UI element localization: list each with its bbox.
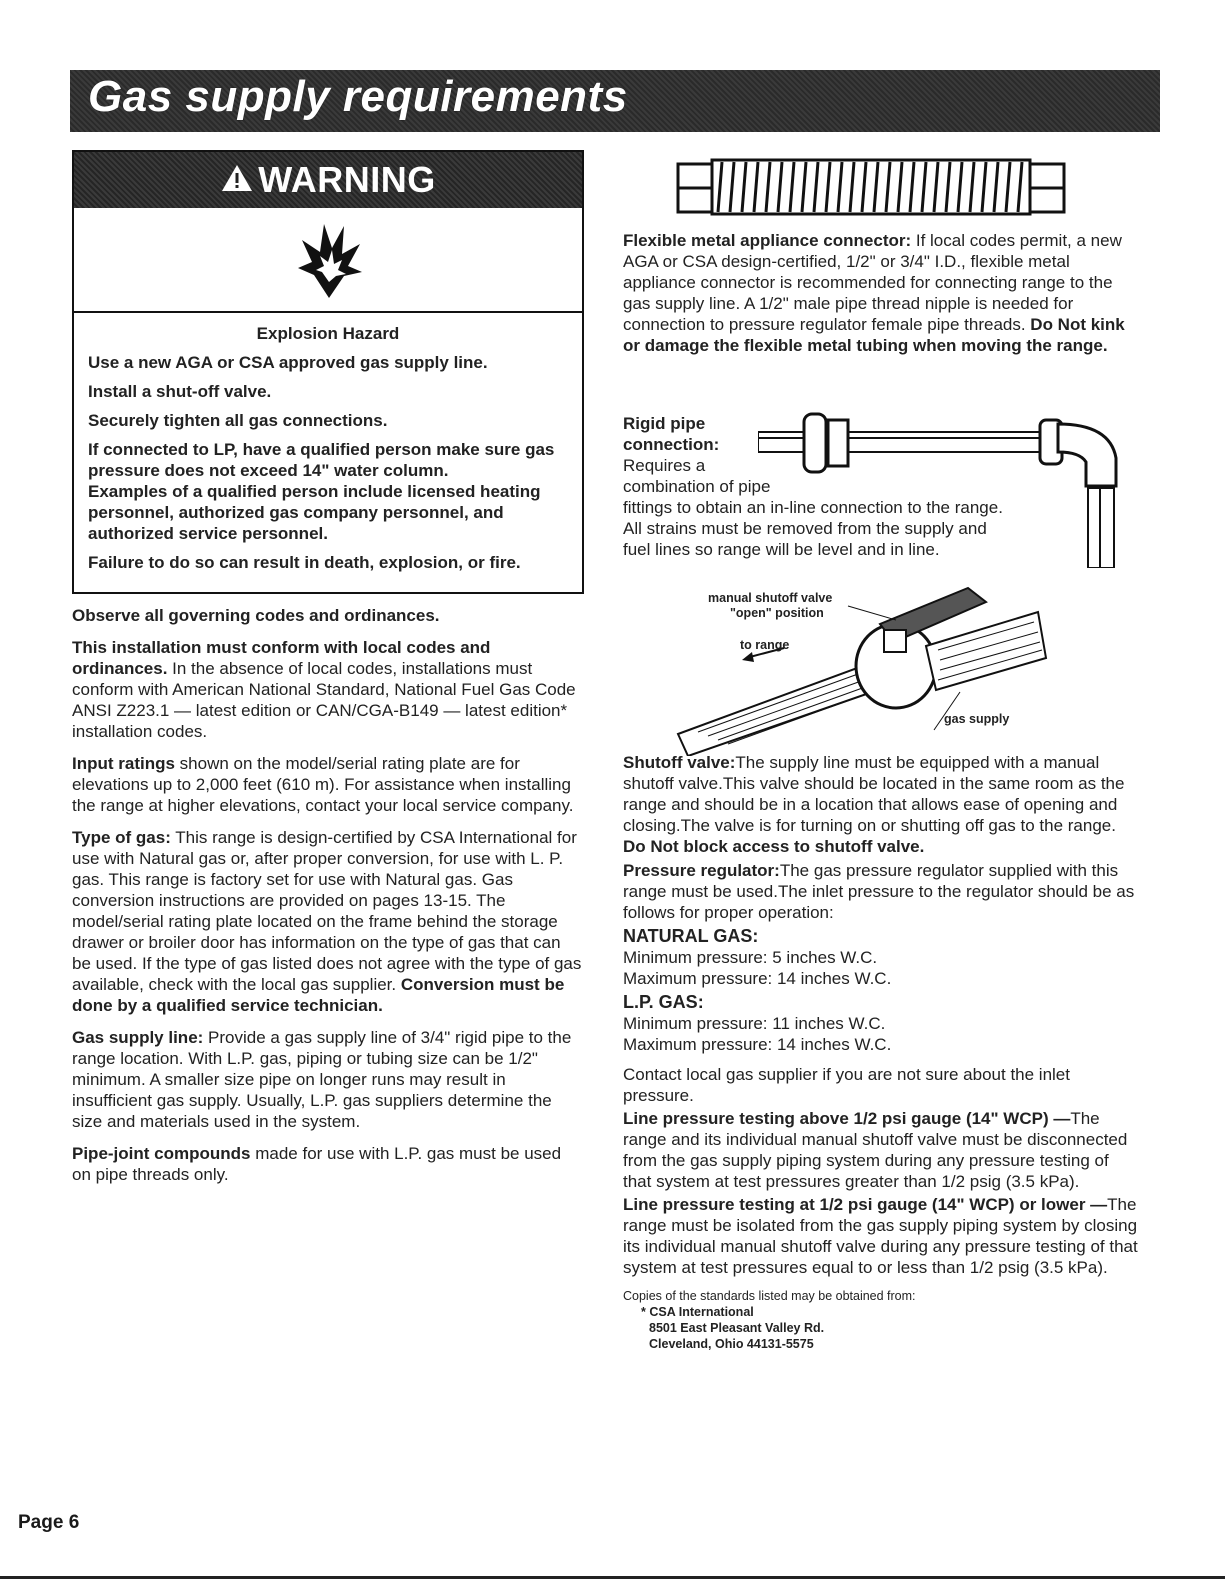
page-number: Page 6 — [18, 1512, 80, 1533]
warning-line: Install a shut-off valve. — [88, 382, 272, 401]
gas-supply-label: gas supply — [944, 712, 1010, 726]
rigid-pipe-illustration — [758, 408, 1136, 568]
warning-line: Use a new AGA or CSA approved gas supply line. — [88, 353, 488, 372]
warning-icon-area — [74, 208, 582, 313]
shutoff-valve-illustration — [668, 584, 1048, 756]
natural-min: Minimum pressure: 5 inches W.C. — [623, 948, 878, 967]
lp-gas-heading: L.P. GAS: — [623, 992, 704, 1012]
pipe-joint-paragraph: Pipe-joint compounds made for use with L.P. gas must be used on pipe threads only. — [72, 1144, 562, 1184]
page-title: Gas supply requirements — [88, 72, 628, 121]
flexible-connector-text: Flexible metal appliance connector: If local codes permit, a new AGA or CSA design-certified, 1/2" or 3/4" I.D., flexible metal appliance connector is recommended for connecting range to the gas supply line. A 1/2" male pipe thread nipple is needed for connection to pressure regulator female pipe threads. Do Not kink or damage the flexible metal tubing when moving the range. — [623, 231, 1125, 355]
gas-supply-line-paragraph: Gas supply line: Provide a gas supply line of 3/4" rigid pipe to the range location. With L.P. gas, piping or tubing size can be 1/2" minimum. A smaller size pipe on longer runs may result in insufficient gas supply. Usually, L.P. gas suppliers determine the size and materials used in the system. — [72, 1028, 572, 1131]
installation-paragraph: This installation must conform with local codes and ordinances. In the absence of local codes, installations must conform with American National Standard, National Fuel Gas Code ANSI Z223.1 — latest edition or CAN/CGA-B149 — latest edition* installation codes. — [72, 638, 576, 741]
warning-header — [74, 152, 582, 208]
line-pressure-above-paragraph: Line pressure testing above 1/2 psi gauge (14" WCP) —The range and its individual manual shutoff valve must be disconnected from the gas supply piping system during any pressure testing of that system at test pressures greater than 1/2 psig (3.5 kPa). — [623, 1109, 1128, 1191]
pressure-regulator-paragraph: Pressure regulator:The gas pressure regulator supplied with this range must be used.The inlet pressure to the regulator should be as follows for proper operation: — [623, 861, 1135, 922]
title-banner — [70, 70, 1160, 132]
natural-max: Maximum pressure: 14 inches W.C. — [623, 969, 892, 988]
valve-position-label: "open" position — [730, 606, 824, 620]
left-column — [72, 605, 584, 1196]
warning-box — [72, 150, 584, 594]
right-column-text — [623, 752, 1141, 1352]
address-line: * CSA International — [641, 1305, 754, 1319]
to-range-label: to range — [740, 638, 790, 652]
warning-triangle-icon — [220, 163, 254, 198]
lp-min: Minimum pressure: 11 inches W.C. — [623, 1014, 886, 1033]
warning-title: WARNING — [258, 159, 436, 200]
address-line: 8501 East Pleasant Valley Rd. — [649, 1321, 825, 1335]
observe-codes: Observe all governing codes and ordinances. — [72, 606, 440, 625]
lp-max: Maximum pressure: 14 inches W.C. — [623, 1035, 892, 1054]
warning-line: Examples of a qualified person include licensed heating personnel, authorized gas company personnel, and authorized service personnel. — [88, 482, 541, 543]
address-line: Cleveland, Ohio 44131-5575 — [649, 1337, 814, 1351]
type-of-gas-paragraph: Type of gas: This range is design-certified by CSA International for use with Natural gas or, after proper conversion, for use with L. P. gas. This range is factory set for use with Natural gas. Gas conversion instructions are provided on pages 13-15. The model/serial rating plate located on the frame behind the storage drawer or broiler door has information on the type of gas that can be used. If the type of gas listed does not agree with the type of gas available, check with the local gas supplier. Conversion must be done by a qualified service technician. — [72, 828, 582, 1015]
warning-line: Failure to do so can result in death, explosion, or fire. — [88, 553, 521, 572]
shutoff-valve-paragraph: Shutoff valve:The supply line must be equipped with a manual shutoff valve.This valve should be located in the same room as the range and should be in a location that allows ease of opening and closing.The valve is for turning on or shutting off gas to the range. Do Not block access to shutoff valve. — [623, 753, 1125, 856]
valve-label: manual shutoff valve — [708, 591, 833, 605]
warning-heading: Explosion Hazard — [256, 324, 400, 343]
line-pressure-at-paragraph: Line pressure testing at 1/2 psi gauge (14" WCP) or lower —The range must be isolated from the gas supply piping system by closing its individual manual shutoff valve during any pressure testing of that system at test pressures equal to or less than 1/2 psig (3.5 kPa). — [623, 1195, 1138, 1277]
flexible-connector-illustration — [676, 158, 1066, 216]
copies-note: Copies of the standards listed may be obtained from: — [623, 1289, 916, 1303]
bottom-rule — [0, 1576, 1225, 1579]
input-ratings-paragraph: Input ratings shown on the model/serial rating plate are for elevations up to 2,000 feet (610 m). For assistance when installing the range at higher elevations, contact your local service company. — [72, 754, 574, 815]
explosion-icon — [294, 220, 364, 300]
natural-gas-heading: NATURAL GAS: — [623, 926, 759, 946]
warning-line: Securely tighten all gas connections. — [88, 411, 388, 430]
rigid-pipe-text: Rigid pipe connection: Requires a combination of pipe fittings to obtain an in-line connection to the range. All strains must be removed from the supply and fuel lines so range will be level and in line. — [623, 414, 1003, 559]
contact-paragraph: Contact local gas supplier if you are not sure about the inlet pressure. — [623, 1065, 1070, 1105]
warning-line: If connected to LP, have a qualified person make sure gas pressure does not exceed 14" water column. — [88, 440, 555, 480]
